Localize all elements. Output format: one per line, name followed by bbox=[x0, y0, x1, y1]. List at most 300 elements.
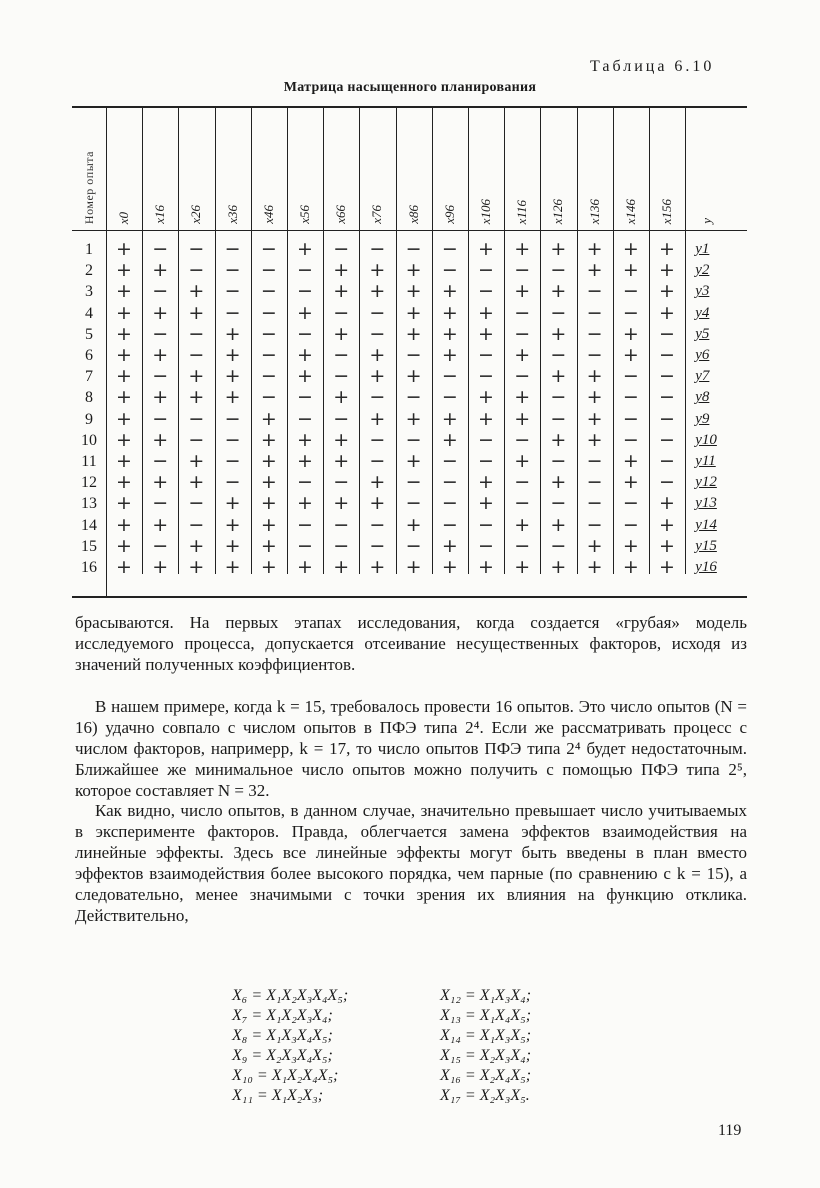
sign-cell: + bbox=[441, 301, 458, 324]
sign-cell: + bbox=[260, 556, 277, 578]
row-number: 7 bbox=[85, 368, 93, 386]
sign-cell: + bbox=[622, 450, 639, 472]
sign-cell: − bbox=[369, 322, 386, 345]
sign-cell: − bbox=[514, 534, 531, 557]
response-cell: y9 bbox=[695, 410, 710, 427]
sign-cell: + bbox=[405, 556, 422, 578]
sign-cell: + bbox=[260, 428, 277, 451]
sign-cell: − bbox=[586, 513, 603, 536]
sign-cell: − bbox=[260, 301, 277, 324]
sign-cell: − bbox=[224, 450, 241, 472]
row-number: 15 bbox=[81, 537, 97, 555]
sign-cell: + bbox=[188, 471, 205, 494]
sign-cell: − bbox=[405, 534, 422, 557]
sign-cell: + bbox=[116, 534, 132, 557]
response-cell: y8 bbox=[695, 389, 710, 406]
sign-cell: − bbox=[260, 280, 277, 303]
sign-cell: + bbox=[116, 365, 132, 388]
sign-cell: + bbox=[659, 301, 675, 324]
sign-cell: + bbox=[260, 513, 277, 536]
sign-cell: + bbox=[586, 238, 603, 260]
sign-cell: + bbox=[659, 238, 675, 260]
sign-cell: − bbox=[188, 428, 205, 451]
sign-cell: − bbox=[514, 365, 531, 388]
sign-cell: + bbox=[333, 428, 350, 451]
sign-cell: − bbox=[550, 259, 567, 282]
sign-cell: + bbox=[514, 386, 531, 409]
header-factor-x36 bbox=[215, 112, 251, 224]
header-factor-label: x136 bbox=[586, 198, 602, 224]
sign-cell: + bbox=[297, 492, 313, 515]
sign-cell: − bbox=[478, 365, 494, 388]
sign-cell: + bbox=[622, 259, 639, 282]
sign-cell: − bbox=[297, 471, 313, 494]
sign-cell: + bbox=[405, 259, 422, 282]
sign-cell: − bbox=[441, 492, 458, 515]
sign-cell: + bbox=[586, 534, 603, 557]
sign-cell: − bbox=[550, 344, 567, 366]
sign-cell: − bbox=[478, 513, 494, 536]
sign-cell: + bbox=[260, 492, 277, 515]
sign-cell: − bbox=[478, 280, 494, 303]
sign-cell: − bbox=[405, 492, 422, 515]
sign-cell: + bbox=[659, 259, 675, 282]
sign-cell: − bbox=[441, 259, 458, 282]
row-number: 8 bbox=[85, 389, 93, 407]
header-factor-x156 bbox=[649, 112, 685, 224]
sign-cell: − bbox=[224, 280, 241, 303]
sign-cell: + bbox=[116, 428, 132, 451]
sign-cell: + bbox=[441, 322, 458, 345]
sign-cell: + bbox=[478, 471, 494, 494]
row-number: 13 bbox=[81, 495, 97, 513]
sign-cell: + bbox=[333, 492, 350, 515]
sign-cell: − bbox=[586, 280, 603, 303]
sign-cell: − bbox=[586, 322, 603, 345]
sign-cell: − bbox=[152, 407, 169, 430]
sign-cell: + bbox=[478, 407, 494, 430]
sign-cell: − bbox=[152, 322, 169, 345]
header-experiment-number bbox=[72, 112, 106, 224]
sign-cell: − bbox=[152, 450, 169, 472]
sign-cell: + bbox=[622, 238, 639, 260]
sign-cell: + bbox=[478, 301, 494, 324]
sign-cell: − bbox=[152, 365, 169, 388]
sign-cell: − bbox=[550, 407, 567, 430]
sign-cell: − bbox=[550, 386, 567, 409]
sign-cell: + bbox=[369, 556, 386, 578]
sign-cell: − bbox=[405, 386, 422, 409]
row-number: 12 bbox=[81, 474, 97, 492]
sign-cell: + bbox=[116, 280, 132, 303]
sign-cell: − bbox=[622, 428, 639, 451]
sign-cell: − bbox=[586, 301, 603, 324]
header-factor-x46 bbox=[251, 112, 287, 224]
sign-cell: + bbox=[260, 407, 277, 430]
sign-cell: + bbox=[152, 344, 169, 366]
equation-left: X₁₁ = X₁X₂X₃; bbox=[232, 1087, 324, 1104]
sign-cell: + bbox=[622, 322, 639, 345]
sign-cell: − bbox=[369, 386, 386, 409]
response-cell: y4 bbox=[695, 304, 710, 321]
sign-cell: − bbox=[478, 450, 494, 472]
sign-cell: − bbox=[297, 407, 313, 430]
sign-cell: − bbox=[369, 534, 386, 557]
sign-cell: + bbox=[659, 492, 675, 515]
equation-left: X₇ = X₁X₂X₃X₄; bbox=[232, 1007, 333, 1024]
sign-cell: − bbox=[550, 492, 567, 515]
sign-cell: − bbox=[152, 238, 169, 260]
sign-cell: + bbox=[550, 428, 567, 451]
response-cell: y2 bbox=[695, 262, 710, 279]
sign-cell: + bbox=[550, 280, 567, 303]
sign-cell: − bbox=[659, 450, 675, 472]
table-caption: Таблица 6.10 bbox=[590, 58, 715, 75]
sign-cell: − bbox=[622, 365, 639, 388]
header-factor-label: x156 bbox=[659, 198, 674, 224]
sign-cell: + bbox=[369, 280, 386, 303]
sign-cell: − bbox=[260, 259, 277, 282]
sign-cell: − bbox=[333, 407, 350, 430]
sign-cell: − bbox=[369, 301, 386, 324]
response-cell: y15 bbox=[695, 537, 717, 554]
sign-cell: + bbox=[622, 534, 639, 557]
sign-cell: + bbox=[478, 556, 494, 578]
row-number: 11 bbox=[81, 453, 97, 470]
equation-left: X₆ = X₁X₂X₃X₄X₅; bbox=[232, 987, 349, 1004]
sign-cell: − bbox=[659, 365, 675, 388]
sign-cell: + bbox=[116, 407, 132, 430]
sign-cell: + bbox=[116, 386, 132, 409]
row-number: 9 bbox=[85, 410, 93, 428]
table-top-rule bbox=[72, 106, 747, 108]
sign-cell: − bbox=[369, 238, 386, 260]
sign-cell: − bbox=[297, 322, 313, 345]
sign-cell: + bbox=[441, 344, 458, 366]
header-factor-x136 bbox=[577, 112, 613, 224]
response-cell: y5 bbox=[695, 325, 710, 342]
sign-cell: + bbox=[622, 344, 639, 366]
sign-cell: + bbox=[152, 428, 169, 451]
sign-cell: + bbox=[333, 322, 350, 345]
sign-cell: − bbox=[622, 407, 639, 430]
sign-cell: + bbox=[116, 238, 132, 260]
sign-cell: + bbox=[659, 280, 675, 303]
sign-cell: − bbox=[514, 259, 531, 282]
header-factor-label: x86 bbox=[405, 205, 421, 224]
header-factor-label: x56 bbox=[297, 205, 312, 224]
sign-cell: − bbox=[297, 259, 313, 282]
sign-cell: − bbox=[441, 238, 458, 260]
sign-cell: + bbox=[224, 534, 241, 557]
header-factor-label: x16 bbox=[152, 205, 168, 224]
sign-cell: + bbox=[586, 365, 603, 388]
sign-cell: − bbox=[188, 407, 205, 430]
sign-cell: + bbox=[116, 259, 132, 282]
response-cell: y10 bbox=[695, 431, 717, 448]
sign-cell: + bbox=[152, 513, 169, 536]
sign-cell: + bbox=[260, 450, 277, 472]
sign-cell: + bbox=[333, 450, 350, 472]
sign-cell: + bbox=[369, 471, 386, 494]
sign-cell: − bbox=[441, 450, 458, 472]
sign-cell: + bbox=[224, 556, 241, 578]
sign-cell: + bbox=[116, 492, 132, 515]
sign-cell: − bbox=[622, 280, 639, 303]
equation-right: X₁₆ = X₂X₄X₅; bbox=[440, 1067, 532, 1084]
header-factor-x76 bbox=[359, 112, 395, 224]
sign-cell: + bbox=[188, 280, 205, 303]
column-divider bbox=[685, 106, 686, 574]
header-factor-x26 bbox=[178, 112, 214, 224]
sign-cell: − bbox=[333, 534, 350, 557]
equation-right: X₁₅ = X₂X₃X₄; bbox=[440, 1047, 532, 1064]
paragraph: В нашем примере, когда k = 15, требовалось провести 16 опытов. Это число опытов (N = 16) удачно совпало с числом опытов в ПФЭ типа 2⁴. Если же рассматривать процесс с числом факторов, напримерр, k = 17, то число опытов ПФЭ типа 2⁴ будет недостаточным. Ближайшее же минимальное число опытов можно получить с помощью ПФЭ типа 2⁵, которое составляет N = 32. bbox=[75, 697, 747, 800]
sign-cell: + bbox=[514, 238, 531, 260]
sign-cell: − bbox=[659, 386, 675, 409]
sign-cell: + bbox=[260, 534, 277, 557]
sign-cell: + bbox=[514, 407, 531, 430]
sign-cell: + bbox=[333, 556, 350, 578]
header-factor-label: x96 bbox=[441, 205, 457, 224]
equation-right: X₁₇ = X₂X₃X₅. bbox=[440, 1087, 530, 1104]
sign-cell: − bbox=[659, 322, 675, 345]
header-factor-label: x36 bbox=[224, 205, 240, 224]
equation-left: X₉ = X₂X₃X₄X₅; bbox=[232, 1047, 333, 1064]
sign-cell: − bbox=[622, 386, 639, 409]
sign-cell: + bbox=[622, 556, 639, 578]
sign-cell: + bbox=[152, 556, 169, 578]
sign-cell: + bbox=[224, 322, 241, 345]
sign-cell: + bbox=[405, 322, 422, 345]
sign-cell: − bbox=[441, 513, 458, 536]
response-cell: y13 bbox=[695, 495, 717, 512]
sign-cell: + bbox=[369, 259, 386, 282]
sign-cell: − bbox=[586, 471, 603, 494]
header-factor-label: x106 bbox=[478, 198, 493, 224]
sign-cell: − bbox=[333, 513, 350, 536]
sign-cell: + bbox=[550, 513, 567, 536]
sign-cell: + bbox=[224, 344, 241, 366]
sign-cell: + bbox=[550, 556, 567, 578]
sign-cell: + bbox=[586, 428, 603, 451]
sign-cell: + bbox=[659, 556, 675, 578]
sign-cell: + bbox=[116, 344, 132, 366]
sign-cell: − bbox=[224, 428, 241, 451]
sign-cell: + bbox=[441, 407, 458, 430]
response-cell: y6 bbox=[695, 347, 710, 363]
sign-cell: + bbox=[659, 534, 675, 557]
sign-cell: + bbox=[622, 471, 639, 494]
sign-cell: + bbox=[369, 407, 386, 430]
sign-cell: + bbox=[297, 365, 313, 388]
sign-cell: + bbox=[478, 238, 494, 260]
header-factor-label: x116 bbox=[514, 199, 530, 224]
sign-cell: − bbox=[333, 301, 350, 324]
sign-cell: − bbox=[478, 428, 494, 451]
header-factor-x86 bbox=[396, 112, 432, 224]
sign-cell: + bbox=[441, 280, 458, 303]
sign-cell: − bbox=[659, 471, 675, 494]
sign-cell: + bbox=[659, 513, 675, 536]
sign-cell: − bbox=[224, 259, 241, 282]
sign-cell: + bbox=[586, 556, 603, 578]
header-factor-label: x146 bbox=[622, 198, 638, 224]
header-factor-x116 bbox=[504, 112, 540, 224]
sign-cell: + bbox=[297, 428, 313, 451]
sign-cell: − bbox=[152, 280, 169, 303]
header-factor-label: x66 bbox=[333, 205, 349, 224]
sign-cell: − bbox=[405, 471, 422, 494]
row-number: 4 bbox=[85, 304, 93, 322]
sign-cell: − bbox=[514, 471, 531, 494]
response-cell: y3 bbox=[695, 283, 710, 300]
response-cell: y16 bbox=[695, 559, 717, 575]
sign-cell: − bbox=[333, 471, 350, 494]
response-cell: y14 bbox=[695, 516, 717, 533]
row-number: 6 bbox=[85, 347, 93, 364]
sign-cell: + bbox=[333, 259, 350, 282]
table-bottom-rule bbox=[72, 596, 747, 598]
sign-cell: + bbox=[550, 365, 567, 388]
table-header-rule bbox=[72, 230, 747, 231]
header-factor-x126 bbox=[540, 112, 576, 224]
sign-cell: − bbox=[441, 471, 458, 494]
sign-cell: + bbox=[405, 365, 422, 388]
sign-cell: − bbox=[441, 386, 458, 409]
sign-cell: − bbox=[369, 513, 386, 536]
sign-cell: − bbox=[297, 386, 313, 409]
sign-cell: + bbox=[405, 450, 422, 472]
sign-cell: + bbox=[297, 238, 313, 260]
sign-cell: − bbox=[188, 259, 205, 282]
sign-cell: + bbox=[260, 471, 277, 494]
sign-cell: − bbox=[152, 492, 169, 515]
sign-cell: − bbox=[586, 450, 603, 472]
sign-cell: + bbox=[369, 365, 386, 388]
sign-cell: − bbox=[260, 322, 277, 345]
sign-cell: + bbox=[405, 513, 422, 536]
page-number: 119 bbox=[718, 1122, 742, 1139]
sign-cell: + bbox=[188, 534, 205, 557]
sign-cell: − bbox=[550, 450, 567, 472]
response-cell: y1 bbox=[695, 241, 710, 257]
sign-cell: + bbox=[224, 492, 241, 515]
sign-cell: − bbox=[622, 301, 639, 324]
response-cell: y12 bbox=[695, 474, 717, 491]
equation-right: X₁₃ = X₁X₄X₅; bbox=[440, 1007, 532, 1024]
header-factor-x16 bbox=[142, 112, 178, 224]
sign-cell: + bbox=[188, 556, 205, 578]
header-factor-x66 bbox=[323, 112, 359, 224]
sign-cell: − bbox=[297, 280, 313, 303]
sign-cell: + bbox=[188, 301, 205, 324]
header-factor-label: x76 bbox=[369, 205, 385, 224]
sign-cell: − bbox=[188, 238, 205, 260]
sign-cell: + bbox=[188, 365, 205, 388]
sign-cell: + bbox=[586, 386, 603, 409]
sign-cell: + bbox=[514, 556, 531, 578]
sign-cell: + bbox=[116, 556, 132, 578]
sign-cell: + bbox=[369, 344, 386, 366]
sign-cell: + bbox=[297, 301, 313, 324]
paragraph: брасываются. На первых этапах исследования, когда создается «грубая» модель исследуемого процесса, допускается отсеивание несущественных факторов, исходя из значений полученных коэффициентов. bbox=[75, 613, 747, 674]
sign-cell: − bbox=[659, 428, 675, 451]
response-cell: y7 bbox=[695, 368, 710, 385]
sign-cell: + bbox=[116, 471, 132, 494]
sign-cell: + bbox=[514, 344, 531, 366]
sign-cell: − bbox=[260, 365, 277, 388]
sign-cell: − bbox=[405, 238, 422, 260]
sign-cell: + bbox=[514, 280, 531, 303]
sign-cell: − bbox=[260, 238, 277, 260]
sign-cell: − bbox=[514, 301, 531, 324]
header-factor-label: x46 bbox=[260, 205, 276, 224]
equation-right: X₁₂ = X₁X₃X₄; bbox=[440, 987, 532, 1004]
sign-cell: − bbox=[297, 513, 313, 536]
row-number: 10 bbox=[81, 431, 97, 449]
sign-cell: + bbox=[441, 428, 458, 451]
row-number: 16 bbox=[81, 559, 97, 576]
sign-cell: + bbox=[297, 450, 313, 472]
sign-cell: − bbox=[333, 344, 350, 366]
sign-cell: − bbox=[514, 428, 531, 451]
sign-cell: − bbox=[659, 344, 675, 366]
sign-cell: − bbox=[188, 344, 205, 366]
sign-cell: − bbox=[622, 513, 639, 536]
equation-right: X₁₄ = X₁X₃X₅; bbox=[440, 1027, 532, 1044]
sign-cell: − bbox=[478, 344, 494, 366]
row-number: 1 bbox=[85, 241, 93, 258]
sign-cell: + bbox=[514, 450, 531, 472]
sign-cell: + bbox=[116, 450, 132, 472]
sign-cell: + bbox=[550, 322, 567, 345]
row-number: 14 bbox=[81, 516, 97, 534]
sign-cell: − bbox=[224, 407, 241, 430]
sign-cell: + bbox=[478, 386, 494, 409]
sign-cell: − bbox=[369, 428, 386, 451]
sign-cell: − bbox=[550, 301, 567, 324]
sign-cell: + bbox=[152, 386, 169, 409]
header-factor-x146 bbox=[613, 112, 649, 224]
sign-cell: − bbox=[659, 407, 675, 430]
equation-left: X₁₀ = X₁X₂X₄X₅; bbox=[232, 1067, 339, 1084]
sign-cell: − bbox=[369, 450, 386, 472]
sign-cell: + bbox=[152, 259, 169, 282]
header-factor-x0 bbox=[106, 112, 142, 224]
sign-cell: − bbox=[333, 238, 350, 260]
equation-left: X₈ = X₁X₃X₄X₅; bbox=[232, 1027, 333, 1044]
sign-cell: − bbox=[478, 259, 494, 282]
sign-cell: − bbox=[333, 365, 350, 388]
sign-cell: − bbox=[188, 322, 205, 345]
sign-cell: + bbox=[116, 513, 132, 536]
sign-cell: + bbox=[297, 344, 313, 366]
sign-cell: − bbox=[586, 492, 603, 515]
sign-cell: − bbox=[260, 344, 277, 366]
sign-cell: + bbox=[333, 280, 350, 303]
sign-cell: − bbox=[405, 428, 422, 451]
sign-cell: − bbox=[188, 513, 205, 536]
sign-cell: + bbox=[478, 492, 494, 515]
sign-cell: + bbox=[224, 513, 241, 536]
header-factor-x96 bbox=[432, 112, 468, 224]
sign-cell: − bbox=[260, 386, 277, 409]
header-response bbox=[689, 112, 725, 224]
sign-cell: + bbox=[224, 386, 241, 409]
header-factor-x106 bbox=[468, 112, 504, 224]
header-response-label: y bbox=[699, 218, 715, 224]
